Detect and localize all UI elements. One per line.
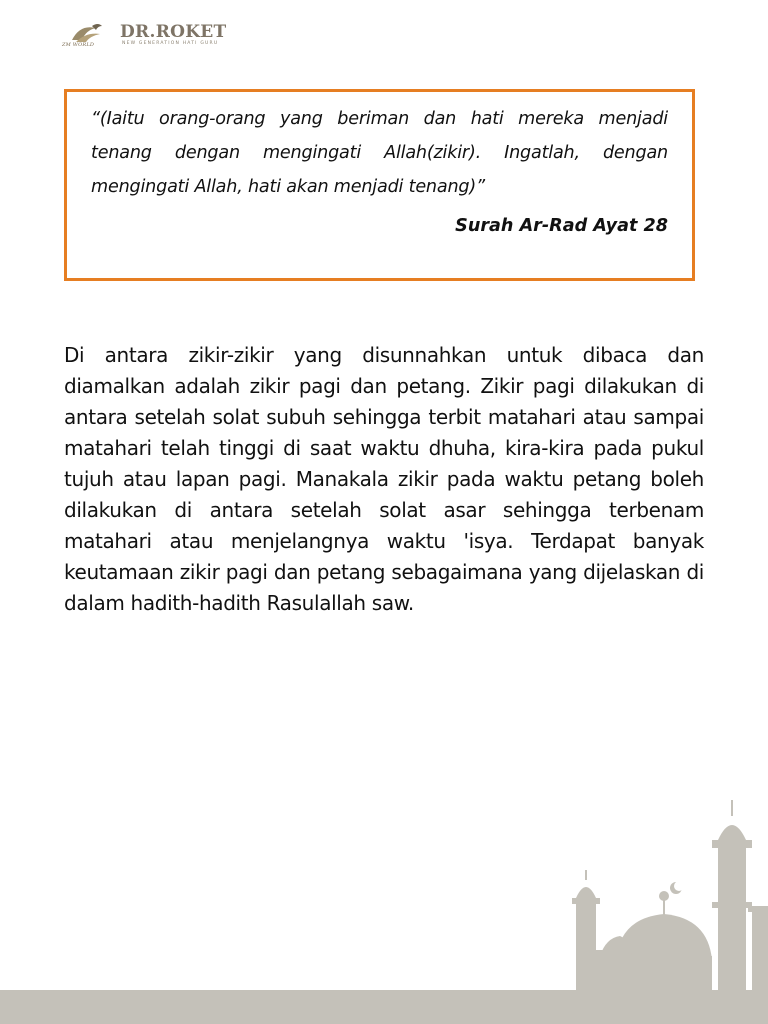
quote-source: Surah Ar-Rad Ayat 28 [455,216,668,236]
quote-box [64,89,695,281]
mosque-silhouette-icon [0,790,768,1024]
quote-text: “(Iaitu orang-orang yang beriman dan hati mereka menjadi tenang dengan mengingati Allah(zikir). Ingatlah, dengan mengingati Allah, hati akan menjadi tenang)” [91,109,668,197]
zm-world-logo-icon [62,20,110,54]
brand-name: DR.ROKET [120,22,227,42]
zm-world-logo-text: ZM WORLD [62,42,95,48]
body-paragraph: Di antara zikir-zikir yang disunnahkan untuk dibaca dan diamalkan adalah zikir pagi dan petang. Zikir pagi dilakukan di antara setelah solat subuh sehingga terbit matahari atau sampai matahari telah tinggi di saat waktu dhuha, kira-kira pada pukul tujuh atau lapan pagi. Manakala zikir pada waktu petang boleh dilakukan di antara setelah solat asar sehingga terbenam matahari atau menjelangnya waktu 'isya. Terdapat banyak keutamaan zikir pagi dan petang sebagaimana yang dijelaskan di dalam hadith-hadith Rasulallah saw. [64,343,704,615]
header-logos [62,20,262,54]
brand-tagline: NEW GENERATION HATI GURU [122,41,219,46]
